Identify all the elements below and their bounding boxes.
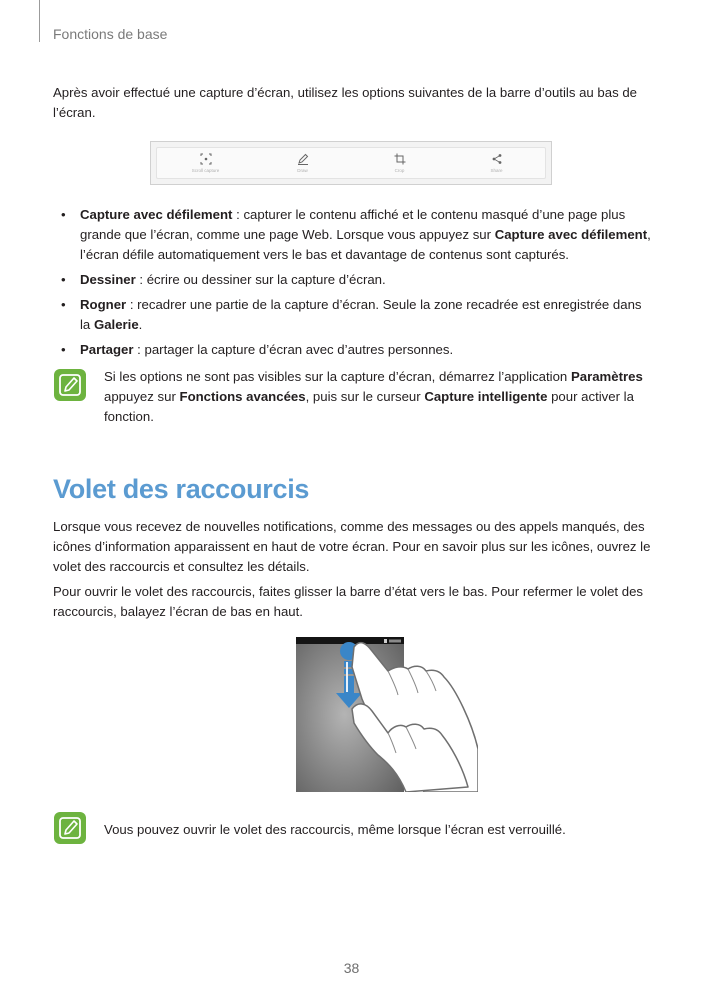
list-item xyxy=(53,340,653,360)
toolbar-label: Scroll capture xyxy=(191,168,220,173)
term: Dessiner xyxy=(80,272,136,287)
note-text: Si les options ne sont pas visibles sur la capture d’écran, démarrez l’application Paramètres appuyez sur Fonctions avancées, puis sur le curseur Capture intelligente pour activer la fonction. xyxy=(104,369,643,424)
term: Capture avec défilement xyxy=(80,207,233,222)
list-item xyxy=(53,295,653,335)
term: Capture avec défilement xyxy=(494,227,648,242)
header-rule xyxy=(39,0,40,42)
intro-paragraph: Après avoir effectué une capture d’écran, utilisez les options suivantes de la barre d’outils au bas de l’écran. xyxy=(53,85,638,120)
term: Galerie xyxy=(93,317,139,332)
toolbar-options-list xyxy=(53,205,653,365)
toolbar-scroll-capture xyxy=(166,153,246,173)
list-item xyxy=(53,270,653,290)
running-header: Fonctions de base xyxy=(53,26,168,42)
toolbar-image xyxy=(150,141,552,185)
scroll-capture-icon xyxy=(200,153,212,165)
note-text: Vous pouvez ouvrir le volet des raccourcis, même lorsque l’écran est verrouillé. xyxy=(104,822,566,837)
description: : recadrer une partie de la capture d’écran. Seule la zone recadrée est enregistrée dans la xyxy=(80,297,642,332)
page-number: 38 xyxy=(343,960,360,976)
bullet: • xyxy=(61,342,66,357)
section-title: Volet des raccourcis xyxy=(53,474,310,504)
section-paragraph: Pour ouvrir le volet des raccourcis, faites glisser la barre d’état vers le bas. Pour refermer le volet des raccourcis, balayez l’écran de bas en haut. xyxy=(53,584,644,619)
toolbar-label: Draw xyxy=(297,168,308,173)
note-icon xyxy=(54,369,86,401)
list-item xyxy=(53,205,653,265)
term: Rogner xyxy=(80,297,127,312)
crop-icon xyxy=(394,153,406,165)
description: . xyxy=(138,317,143,332)
toolbar-draw xyxy=(263,153,343,173)
bullet: • xyxy=(61,272,66,287)
note-icon xyxy=(54,812,86,844)
pen-icon xyxy=(297,153,309,165)
description: : partager la capture d’écran avec d’autres personnes. xyxy=(133,342,454,357)
swipe-down-illustration xyxy=(296,637,478,792)
toolbar-share xyxy=(457,153,537,173)
share-icon xyxy=(491,153,503,165)
description: : capturer le contenu affiché et le contenu masqué d’une page plus grande que l’écran, comme une page Web. Lorsque vous appuyez sur xyxy=(80,207,626,242)
description: : écrire ou dessiner sur la capture d’écran. xyxy=(135,272,386,287)
toolbar-label: Crop xyxy=(394,168,405,173)
toolbar-label: Share xyxy=(490,168,503,173)
bullet: • xyxy=(61,297,66,312)
bullet: • xyxy=(61,207,66,222)
term: Partager xyxy=(80,342,134,357)
toolbar-crop xyxy=(360,153,440,173)
description: , l’écran défile automatiquement vers le bas et davantage de contenus sont capturés. xyxy=(80,227,651,262)
section-paragraph: Lorsque vous recevez de nouvelles notifications, comme des messages ou des appels manqués, des icônes d’information apparaissent en haut de votre écran. Pour en savoir plus sur les icônes, ouvrez le volet des raccourcis et consultez les détails. xyxy=(53,519,651,574)
